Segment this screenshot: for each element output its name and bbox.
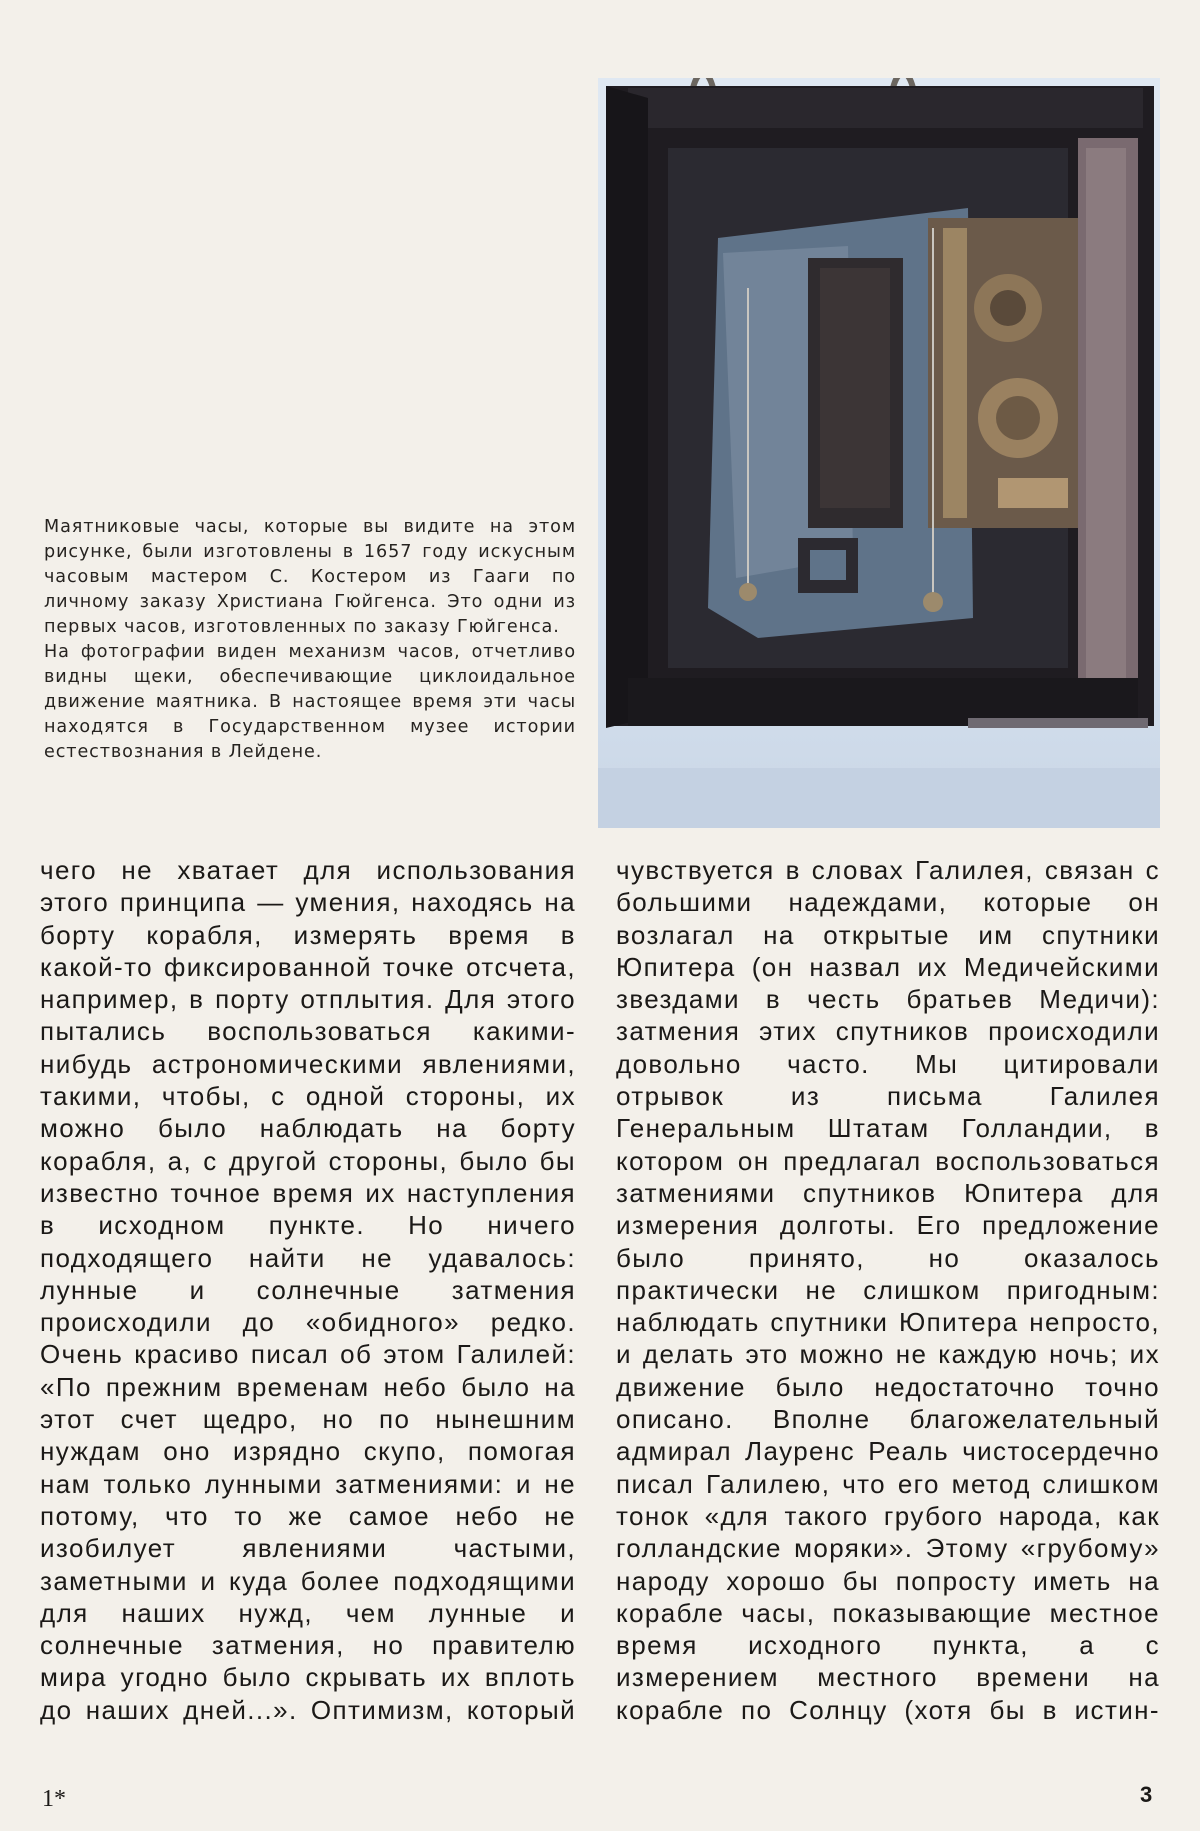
pendulum-clock-photo	[598, 78, 1160, 828]
signature-mark: 1*	[42, 1786, 66, 1812]
text-column-left	[40, 854, 576, 1726]
photo-caption	[44, 515, 576, 765]
page-number: 3	[1140, 1782, 1153, 1807]
text-column-right	[616, 854, 1160, 1726]
left-column-text: чего не хватает для использования этого принципа — умения, находясь на борту корабля, измерять время в какой-то фиксированной точке отсчета, например, в порту отплытия. Для этого пытались воспользоваться какими-нибудь астрономическими явлениями, такими, чтобы, с одной стороны, их можно было наблюдать на борту корабля, а, с другой стороны, было бы известно точное время их наступления в исходном пункте. Но ничего подходящего найти не удавалось: лунные и солнечные затмения происходили до «обидного» редко. Очень красиво писал об этом Галилей: «По прежним временам небо было на этот счет щедро, но по нынешним нуждам оно изрядно скупо, помогая нам только лунными затмениями: и не потому, что то же самое небо не изобилует явлениями частыми, заметными и куда более подходящими для наших нужд, чем лунные и солнечные затмения, но правителю мира угодно было скрывать их вплоть до наших дней...». Оптимизм, который	[40, 855, 576, 1725]
caption-paragraph-2: На фотографии виден механизм часов, отчетливо видны щеки, обеспечивающие циклоидальное движение маятника. В настоящее время эти часы находятся в Государственном музее истории естествознания в Лейдене.	[44, 642, 576, 762]
caption-paragraph-1: Маятниковые часы, которые вы видите на этом рисунке, были изготовлены в 1657 году искусным часовым мастером С. Костером из Гааги по личному заказу Христиана Гюйгенса. Это одни из первых часов, изготовленных по заказу Гюйгенса.	[44, 517, 576, 637]
right-column-text: чувствуется в словах Галилея, связан с большими надеждами, которые он возлагал на открытые им спутники Юпитера (он назвал их Медичейскими звездами в честь братьев Медичи): затмения этих спутников происходили довольно часто. Мы цитировали отрывок из письма Галилея Генеральным Штатам Голландии, в котором он предлагал воспользоваться затмениями спутников Юпитера для измерения долготы. Его предложение было принято, но оказалось практически не слишком пригодным: наблюдать спутники Юпитера непросто, и делать это можно не каждую ночь; их движение было недостаточно точно описано. Вполне благожелательный адмирал Лауренс Реаль чистосердечно писал Галилею, что его метод слишком тонок «для такого грубого народа, как голландские моряки». Этому «грубому» народу хорошо бы попросту иметь на корабле часы, показывающие местное время исходного пункта, а с измерением местного времени на корабле по Солнцу (хотя бы в истин-	[616, 855, 1160, 1725]
